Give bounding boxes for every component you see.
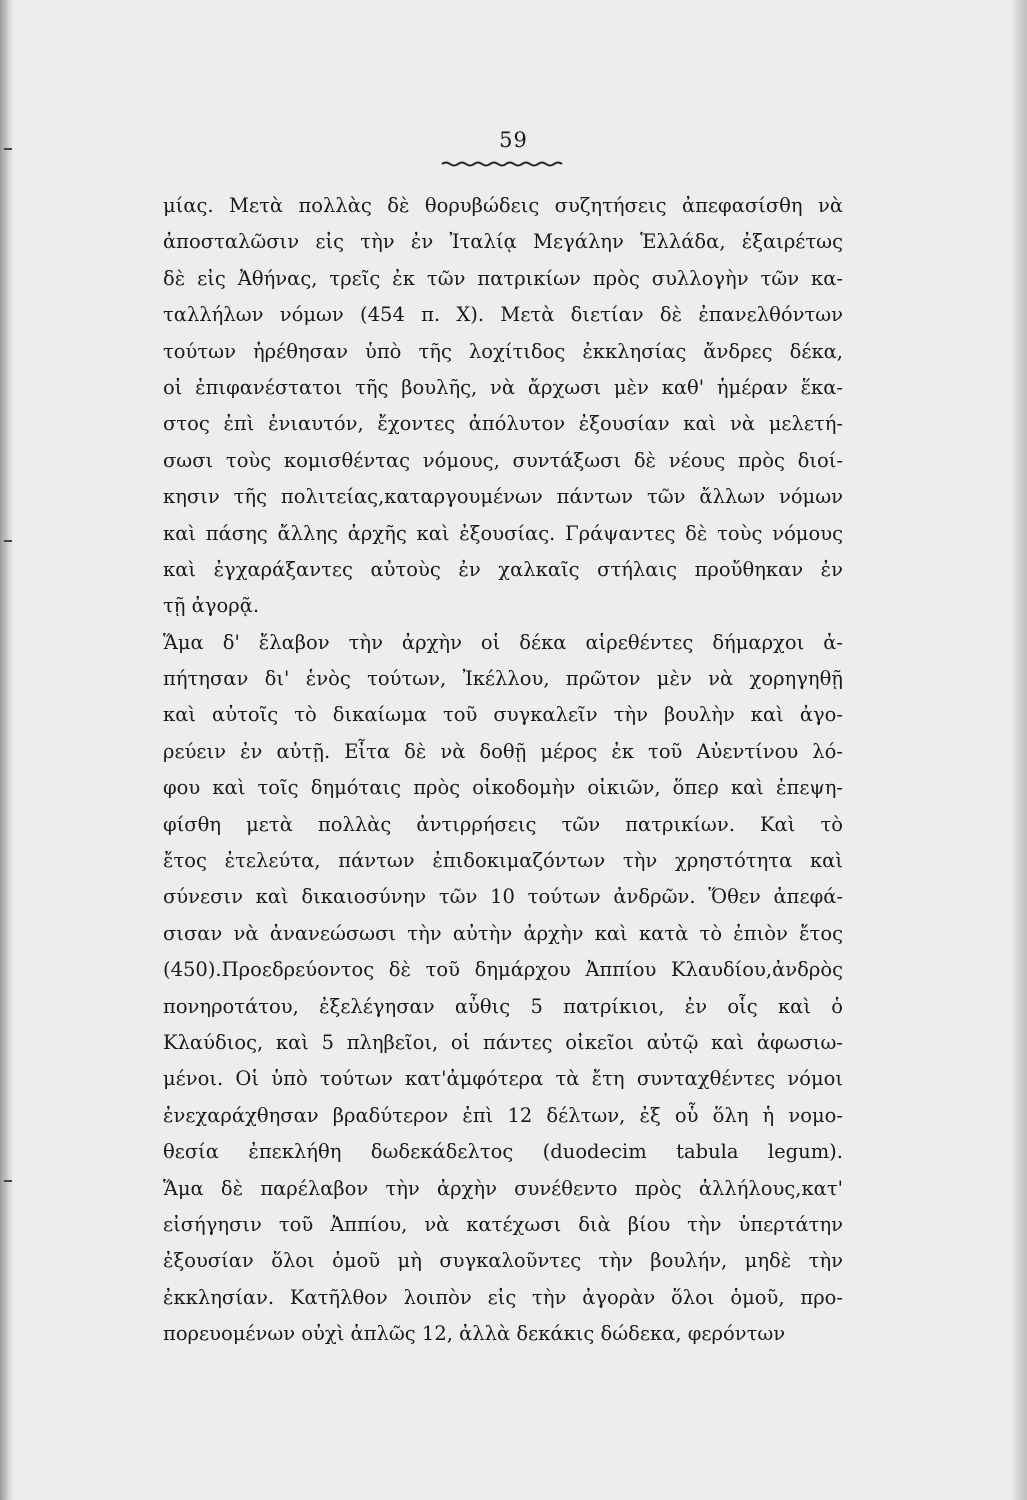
text-line: πονηροτάτου, ἐξελέγησαν αὖθις 5 πατρίκιοι, ἐν οἷς καὶ ὁ bbox=[163, 994, 843, 1018]
text-line: ἔτος ἐτελεύτα, πάντων ἐπιδοκιμαζόντων τὴν χρηστότητα καὶ bbox=[163, 849, 843, 873]
text-line: πορευομένων οὐχὶ ἁπλῶς 12, ἀλλὰ δεκάκις δώδεκα, φερόντων bbox=[163, 1322, 786, 1346]
text-line: Ἅμα δ' ἔλαβον τὴν ἀρχὴν οἱ δέκα αἱρεθέντες δήμαρχοι ἀ- bbox=[163, 630, 843, 654]
page-right-edge bbox=[1011, 0, 1027, 1500]
edge-tick-mark bbox=[4, 540, 12, 542]
text-line: ἐξουσίαν ὅλοι ὁμοῦ μὴ συγκαλοῦντες τὴν βουλήν, μηδὲ τὴν bbox=[163, 1249, 843, 1273]
text-line: στος ἐπὶ ἐνιαυτόν, ἔχοντες ἀπόλυτον ἐξουσίαν καὶ νὰ μελετή- bbox=[163, 412, 843, 436]
text-line: φίσθη μετὰ πολλὰς ἀντιρρήσεις τῶν πατρικίων. Καὶ τὸ bbox=[163, 812, 843, 836]
text-line: ταλλήλων νόμων (454 π. Χ). Μετὰ διετίαν δὲ ἐπανελθόντων bbox=[163, 303, 843, 327]
text-line: μένοι. Οἱ ὑπὸ τούτων κατ'ἀμφότερα τὰ ἔτη συνταχθέντες νόμοι bbox=[163, 1067, 843, 1091]
text-line: ρεύειν ἐν αὐτῇ. Εἶτα δὲ νὰ δοθῇ μέρος ἐκ τοῦ Αὐεντίνου λό- bbox=[163, 739, 843, 763]
text-line: οἱ ἐπιφανέστατοι τῆς βουλῆς, νὰ ἄρχωσι μὲν καθ' ἡμέραν ἕκα- bbox=[163, 375, 843, 399]
text-line: καὶ ἐγχαράξαντες αὐτοὺς ἐν χαλκαῖς στήλαις προὔθηκαν ἐν bbox=[163, 557, 843, 581]
text-line: μίας. Μετὰ πολλὰς δὲ θορυβώδεις συζητήσεις ἀπεφασίσθη νὰ bbox=[163, 194, 843, 217]
text-line: πήτησαν δι' ἑνὸς τούτων, Ἰκέλλου, πρῶτον μὲν νὰ χορηγηθῇ bbox=[163, 667, 843, 691]
edge-tick-mark bbox=[4, 1180, 12, 1182]
text-line: εἰσήγησιν τοῦ Ἀππίου, νὰ κατέχωσι διὰ βίου τὴν ὑπερτάτην bbox=[163, 1212, 843, 1236]
page-gutter-shadow bbox=[0, 0, 14, 1500]
text-line: σισαν νὰ ἀνανεώσωσι τὴν αὐτὴν ἀρχὴν καὶ κατὰ τὸ ἐπιὸν ἔτος bbox=[163, 921, 843, 945]
text-line: κησιν τῆς πολιτείας,καταργουμένων πάντων τῶν ἄλλων νόμων bbox=[163, 485, 843, 509]
text-line: (450).Προεδρεύοντος δὲ τοῦ δημάρχου Ἀππίου Κλαυδίου,ἀνδρὸς bbox=[163, 958, 843, 982]
body-text bbox=[163, 188, 843, 1353]
text-line: καὶ αὐτοῖς τὸ δικαίωμα τοῦ συγκαλεῖν τὴν βουλὴν καὶ ἀγο- bbox=[163, 703, 843, 727]
text-line: τῇ ἀγορᾷ. bbox=[163, 594, 260, 618]
text-line: τούτων ἡρέθησαν ὑπὸ τῆς λοχίτιδος ἐκκλησίας ἄνδρες δέκα, bbox=[163, 339, 843, 363]
text-line: Κλαύδιος, καὶ 5 πληβεῖοι, οἱ πάντες οἰκεῖοι αὐτῷ καὶ ἀφωσιω- bbox=[163, 1030, 843, 1054]
text-line: ἀποσταλῶσιν εἰς τὴν ἐν Ἰταλίᾳ Μεγάλην Ἑλλάδα, ἐξαιρέτως bbox=[163, 230, 843, 254]
text-line: Ἅμα δὲ παρέλαβον τὴν ἀρχὴν συνέθεντο πρὸς ἀλλήλους,κατ' bbox=[163, 1176, 843, 1200]
text-line: ἐνεχαράχθησαν βραδύτερον ἐπὶ 12 δέλτων, ἐξ οὗ ὅλη ἡ νομο- bbox=[163, 1103, 843, 1127]
text-line: φου καὶ τοῖς δημόταις πρὸς οἰκοδομὴν οἰκιῶν, ὅπερ καὶ ἐπεψη- bbox=[163, 776, 843, 800]
text-line: δὲ εἰς Ἀθήνας, τρεῖς ἐκ τῶν πατρικίων πρὸς συλλογὴν τῶν κα- bbox=[163, 266, 843, 290]
decorative-rule bbox=[440, 160, 565, 168]
text-line: καὶ πάσης ἄλλης ἀρχῆς καὶ ἐξουσίας. Γράψαντες δὲ τοὺς νόμους bbox=[163, 521, 843, 545]
text-line: ἐκκλησίαν. Κατῆλθον λοιπὸν εἰς τὴν ἀγορὰν ὅλοι ὁμοῦ, προ- bbox=[163, 1285, 843, 1309]
text-line: σωσι τοὺς κομισθέντας νόμους, συντάξωσι δὲ νέους πρὸς διοί- bbox=[163, 448, 843, 472]
text-line: θεσία ἐπεκλήθη δωδεκάδελτος (duodecim tabula legum). bbox=[163, 1140, 843, 1164]
text-line: σύνεσιν καὶ δικαιοσύνην τῶν 10 τούτων ἀνδρῶν. Ὅθεν ἀπεφά- bbox=[163, 885, 843, 909]
page-number: 59 bbox=[499, 128, 528, 152]
